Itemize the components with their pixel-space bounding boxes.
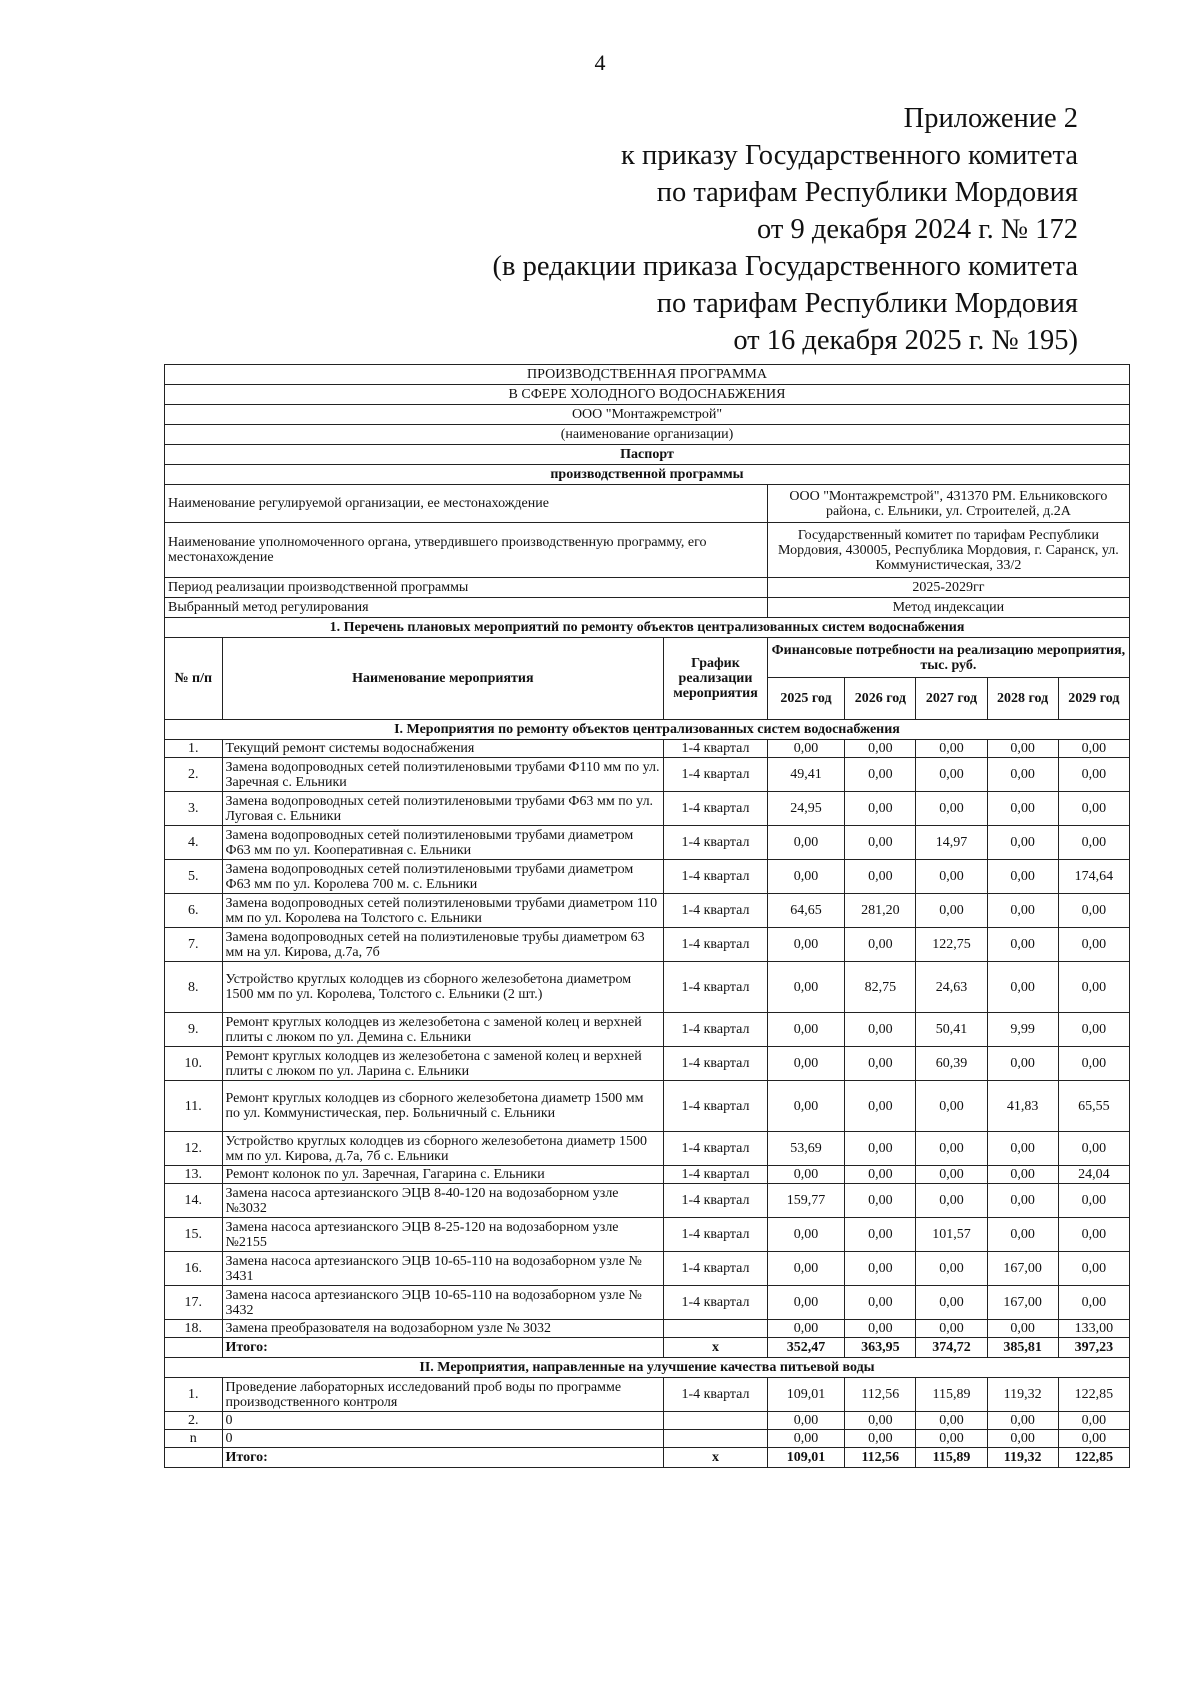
- amount-cell: 0,00: [845, 792, 916, 826]
- passport-subtitle: производственной программы: [165, 465, 1130, 485]
- amount-cell: 0,00: [767, 962, 844, 1013]
- table-row: [165, 1132, 1130, 1166]
- activity-name: Ремонт колонок по ул. Заречная, Гагарина с. Ельники: [222, 1166, 664, 1184]
- amount-cell: 0,00: [767, 1286, 844, 1320]
- activity-name: Замена насоса артезианского ЭЦВ 10-65-110 на водозаборном узле № 3432: [222, 1286, 664, 1320]
- amount-cell: 0,00: [987, 1166, 1058, 1184]
- amount-cell: 159,77: [767, 1184, 844, 1218]
- col-header-schedule: График реализации мероприятия: [664, 638, 768, 720]
- row-number: 18.: [165, 1320, 223, 1338]
- amount-cell: 0,00: [987, 928, 1058, 962]
- amount-cell: 0,00: [767, 1252, 844, 1286]
- col-header-year: 2025 год: [767, 678, 844, 720]
- amount-cell: 0,00: [987, 1218, 1058, 1252]
- amount-cell: 0,00: [987, 826, 1058, 860]
- amount-cell: 0,00: [1058, 758, 1129, 792]
- amount-cell: 82,75: [845, 962, 916, 1013]
- activity-name: Ремонт круглых колодцев из железобетона с заменой колец и верхней плиты с люком по ул. Демина с. Ельники: [222, 1013, 664, 1047]
- schedule-cell: 1-4 квартал: [664, 826, 768, 860]
- amount-cell: 0,00: [1058, 894, 1129, 928]
- activity-name: Замена водопроводных сетей полиэтиленовыми трубами диаметром Ф63 мм по ул. Королева 700 м. с. Ельники: [222, 860, 664, 894]
- amount-cell: 0,00: [845, 1184, 916, 1218]
- amount-cell: 0,00: [845, 826, 916, 860]
- table-row: [165, 1047, 1130, 1081]
- activity-name: Замена водопроводных сетей на полиэтиленовые трубы диаметром 63 мм на ул. Кирова, д.7а, 7б: [222, 928, 664, 962]
- schedule-cell: 1-4 квартал: [664, 1184, 768, 1218]
- total-label: Итого:: [222, 1338, 664, 1358]
- total-amount: 115,89: [916, 1448, 987, 1468]
- amount-cell: 0,00: [845, 1286, 916, 1320]
- header-line: по тарифам Республики Мордовия: [656, 177, 1078, 208]
- row-number: 13.: [165, 1166, 223, 1184]
- schedule-cell: [664, 1412, 768, 1430]
- group-title: I. Мероприятия по ремонту объектов централизованных систем водоснабжения: [165, 720, 1130, 740]
- row-number: 12.: [165, 1132, 223, 1166]
- total-amount: 109,01: [767, 1448, 844, 1468]
- order-header: [438, 100, 1078, 359]
- amount-cell: 0,00: [916, 1166, 987, 1184]
- amount-cell: 0,00: [767, 1320, 844, 1338]
- schedule-cell: 1-4 квартал: [664, 928, 768, 962]
- amount-cell: 133,00: [1058, 1320, 1129, 1338]
- row-number: 4.: [165, 826, 223, 860]
- amount-cell: 0,00: [845, 1412, 916, 1430]
- info-value: Государственный комитет по тарифам Республики Мордовия, 430005, Республика Мордовия, г. Саранск, ул. Коммунистическая, 33/2: [767, 523, 1129, 578]
- row-number: 8.: [165, 962, 223, 1013]
- total-schedule: x: [664, 1338, 768, 1358]
- activity-name: Ремонт круглых колодцев из сборного железобетона диаметр 1500 мм по ул. Коммунистическая, пер. Больничный с. Ельники: [222, 1081, 664, 1132]
- col-header-name: Наименование мероприятия: [222, 638, 664, 720]
- activity-name: Замена водопроводных сетей полиэтиленовыми трубами диаметром Ф63 мм по ул. Кооперативная с. Ельники: [222, 826, 664, 860]
- col-header-year: 2026 год: [845, 678, 916, 720]
- amount-cell: 115,89: [916, 1378, 987, 1412]
- schedule-cell: 1-4 квартал: [664, 758, 768, 792]
- amount-cell: 0,00: [845, 758, 916, 792]
- amount-cell: 0,00: [845, 860, 916, 894]
- amount-cell: 281,20: [845, 894, 916, 928]
- amount-cell: 0,00: [916, 758, 987, 792]
- amount-cell: 109,01: [767, 1378, 844, 1412]
- info-label: Выбранный метод регулирования: [165, 598, 768, 618]
- amount-cell: 64,65: [767, 894, 844, 928]
- amount-cell: 0,00: [845, 1430, 916, 1448]
- amount-cell: 0,00: [1058, 826, 1129, 860]
- table-row: [165, 1286, 1130, 1320]
- total-amount: 385,81: [987, 1338, 1058, 1358]
- amount-cell: 112,56: [845, 1378, 916, 1412]
- amount-cell: 0,00: [916, 1430, 987, 1448]
- row-number: 2.: [165, 758, 223, 792]
- amount-cell: 0,00: [916, 1320, 987, 1338]
- amount-cell: 0,00: [767, 1166, 844, 1184]
- amount-cell: 0,00: [987, 894, 1058, 928]
- info-label: Период реализации производственной программы: [165, 578, 768, 598]
- schedule-cell: 1-4 квартал: [664, 894, 768, 928]
- amount-cell: 0,00: [1058, 1412, 1129, 1430]
- table-row: [165, 758, 1130, 792]
- schedule-cell: 1-4 квартал: [664, 1166, 768, 1184]
- amount-cell: 0,00: [767, 740, 844, 758]
- amount-cell: 167,00: [987, 1286, 1058, 1320]
- table-row: [165, 1412, 1130, 1430]
- row-number: 11.: [165, 1081, 223, 1132]
- row-number: 10.: [165, 1047, 223, 1081]
- activity-name: Замена преобразователя на водозаборном узле № 3032: [222, 1320, 664, 1338]
- table-row: [165, 1378, 1130, 1412]
- amount-cell: 167,00: [987, 1252, 1058, 1286]
- amount-cell: 50,41: [916, 1013, 987, 1047]
- table-row: [165, 1320, 1130, 1338]
- row-number: 3.: [165, 792, 223, 826]
- activity-name: 0: [222, 1412, 664, 1430]
- row-number: n: [165, 1430, 223, 1448]
- amount-cell: 0,00: [916, 1184, 987, 1218]
- amount-cell: 0,00: [767, 1047, 844, 1081]
- table-row: [165, 740, 1130, 758]
- total-amount: 119,32: [987, 1448, 1058, 1468]
- amount-cell: 0,00: [916, 860, 987, 894]
- amount-cell: 0,00: [845, 1252, 916, 1286]
- amount-cell: 0,00: [1058, 1218, 1129, 1252]
- organization-caption: (наименование организации): [165, 425, 1130, 445]
- amount-cell: 65,55: [1058, 1081, 1129, 1132]
- amount-cell: 0,00: [987, 962, 1058, 1013]
- amount-cell: 0,00: [916, 1132, 987, 1166]
- activity-name: Замена насоса артезианского ЭЦВ 10-65-110 на водозаборном узле № 3431: [222, 1252, 664, 1286]
- col-header-year: 2027 год: [916, 678, 987, 720]
- amount-cell: 0,00: [916, 894, 987, 928]
- total-empty: [165, 1448, 223, 1468]
- schedule-cell: 1-4 квартал: [664, 792, 768, 826]
- row-number: 9.: [165, 1013, 223, 1047]
- activity-name: Устройство круглых колодцев из сборного железобетона диаметром 1500 мм по ул. Королева, Толстого с. Ельники (2 шт.): [222, 962, 664, 1013]
- amount-cell: 0,00: [845, 1013, 916, 1047]
- schedule-cell: 1-4 квартал: [664, 1081, 768, 1132]
- header-line: к приказу Государственного комитета: [621, 140, 1078, 171]
- col-header-num: № п/п: [165, 638, 223, 720]
- amount-cell: 53,69: [767, 1132, 844, 1166]
- amount-cell: 0,00: [987, 1412, 1058, 1430]
- organization-name: ООО "Монтажремстрой": [165, 405, 1130, 425]
- program-sphere: В СФЕРЕ ХОЛОДНОГО ВОДОСНАБЖЕНИЯ: [165, 385, 1130, 405]
- amount-cell: 0,00: [1058, 1013, 1129, 1047]
- row-number: 2.: [165, 1412, 223, 1430]
- program-title: ПРОИЗВОДСТВЕННАЯ ПРОГРАММА: [165, 365, 1130, 385]
- schedule-cell: 1-4 квартал: [664, 1252, 768, 1286]
- amount-cell: 174,64: [1058, 860, 1129, 894]
- amount-cell: 0,00: [1058, 1047, 1129, 1081]
- table-row: [165, 1218, 1130, 1252]
- info-value: ООО "Монтажремстрой", 431370 РМ. Ельниковского района, с. Ельники, ул. Строителей, д.2А: [767, 485, 1129, 523]
- row-number: 1.: [165, 740, 223, 758]
- row-number: 5.: [165, 860, 223, 894]
- amount-cell: 60,39: [916, 1047, 987, 1081]
- amount-cell: 0,00: [845, 928, 916, 962]
- table-row: [165, 894, 1130, 928]
- table-row: [165, 1013, 1130, 1047]
- schedule-cell: 1-4 квартал: [664, 962, 768, 1013]
- total-amount: 374,72: [916, 1338, 987, 1358]
- col-header-finance: Финансовые потребности на реализацию мероприятия, тыс. руб.: [767, 638, 1129, 678]
- table-row: [165, 1252, 1130, 1286]
- amount-cell: 24,63: [916, 962, 987, 1013]
- amount-cell: 0,00: [916, 1412, 987, 1430]
- activity-name: Ремонт круглых колодцев из железобетона с заменой колец и верхней плиты с люком по ул. Ларина с. Ельники: [222, 1047, 664, 1081]
- row-number: 15.: [165, 1218, 223, 1252]
- activity-name: Замена водопроводных сетей полиэтиленовыми трубами диаметром 110 мм по ул. Королева на Толстого с. Ельники: [222, 894, 664, 928]
- activity-name: Замена насоса артезианского ЭЦВ 8-40-120 на водозаборном узле №3032: [222, 1184, 664, 1218]
- table-row: [165, 1081, 1130, 1132]
- production-program-table: [164, 364, 1130, 1468]
- group-title: II. Мероприятия, направленные на улучшение качества питьевой воды: [165, 1358, 1130, 1378]
- header-line: от 16 декабря 2025 г. № 195): [733, 325, 1078, 356]
- col-header-year: 2029 год: [1058, 678, 1129, 720]
- amount-cell: 0,00: [845, 1320, 916, 1338]
- total-schedule: x: [664, 1448, 768, 1468]
- table-row: [165, 1166, 1130, 1184]
- table-row: [165, 826, 1130, 860]
- amount-cell: 0,00: [1058, 1430, 1129, 1448]
- activity-name: Устройство круглых колодцев из сборного железобетона диаметр 1500 мм по ул. Кирова, д.7а, 7б с. Ельники: [222, 1132, 664, 1166]
- amount-cell: 0,00: [767, 1013, 844, 1047]
- total-label: Итого:: [222, 1448, 664, 1468]
- header-line: по тарифам Республики Мордовия: [656, 288, 1078, 319]
- amount-cell: 101,57: [916, 1218, 987, 1252]
- amount-cell: 0,00: [916, 1081, 987, 1132]
- amount-cell: 0,00: [767, 1081, 844, 1132]
- amount-cell: 0,00: [987, 1184, 1058, 1218]
- schedule-cell: 1-4 квартал: [664, 1047, 768, 1081]
- amount-cell: 0,00: [845, 1218, 916, 1252]
- row-number: 14.: [165, 1184, 223, 1218]
- schedule-cell: 1-4 квартал: [664, 860, 768, 894]
- amount-cell: 0,00: [1058, 928, 1129, 962]
- total-row: [165, 1448, 1130, 1468]
- total-amount: 363,95: [845, 1338, 916, 1358]
- amount-cell: 0,00: [916, 792, 987, 826]
- amount-cell: 0,00: [1058, 1132, 1129, 1166]
- table-row: [165, 928, 1130, 962]
- activity-name: Проведение лабораторных исследований проб воды по программе производственного контроля: [222, 1378, 664, 1412]
- activity-name: Текущий ремонт системы водоснабжения: [222, 740, 664, 758]
- activity-name: Замена насоса артезианского ЭЦВ 8-25-120 на водозаборном узле №2155: [222, 1218, 664, 1252]
- total-amount: 112,56: [845, 1448, 916, 1468]
- schedule-cell: 1-4 квартал: [664, 740, 768, 758]
- amount-cell: 0,00: [1058, 792, 1129, 826]
- total-empty: [165, 1338, 223, 1358]
- schedule-cell: [664, 1430, 768, 1448]
- table-row: [165, 1184, 1130, 1218]
- header-line: от 9 декабря 2024 г. № 172: [757, 214, 1078, 245]
- amount-cell: 122,75: [916, 928, 987, 962]
- amount-cell: 0,00: [845, 1081, 916, 1132]
- amount-cell: 0,00: [987, 792, 1058, 826]
- amount-cell: 0,00: [1058, 962, 1129, 1013]
- activity-name: Замена водопроводных сетей полиэтиленовыми трубами Ф110 мм по ул. Заречная с. Ельники: [222, 758, 664, 792]
- amount-cell: 0,00: [987, 1430, 1058, 1448]
- table-row: [165, 860, 1130, 894]
- header-line: Приложение 2: [903, 103, 1078, 134]
- row-number: 7.: [165, 928, 223, 962]
- amount-cell: 0,00: [767, 826, 844, 860]
- schedule-cell: 1-4 квартал: [664, 1013, 768, 1047]
- total-amount: 397,23: [1058, 1338, 1129, 1358]
- amount-cell: 122,85: [1058, 1378, 1129, 1412]
- schedule-cell: 1-4 квартал: [664, 1286, 768, 1320]
- col-header-year: 2028 год: [987, 678, 1058, 720]
- amount-cell: 9,99: [987, 1013, 1058, 1047]
- amount-cell: 0,00: [1058, 740, 1129, 758]
- amount-cell: 0,00: [987, 860, 1058, 894]
- amount-cell: 0,00: [1058, 1184, 1129, 1218]
- activity-name: Замена водопроводных сетей полиэтиленовыми трубами Ф63 мм по ул. Луговая с. Ельники: [222, 792, 664, 826]
- table-row: [165, 962, 1130, 1013]
- amount-cell: 14,97: [916, 826, 987, 860]
- table-row: [165, 1430, 1130, 1448]
- passport-title: Паспорт: [165, 445, 1130, 465]
- amount-cell: 0,00: [916, 1286, 987, 1320]
- amount-cell: 24,95: [767, 792, 844, 826]
- amount-cell: 0,00: [767, 928, 844, 962]
- row-number: 17.: [165, 1286, 223, 1320]
- amount-cell: 0,00: [845, 1132, 916, 1166]
- amount-cell: 0,00: [987, 1132, 1058, 1166]
- amount-cell: 0,00: [845, 1166, 916, 1184]
- amount-cell: 0,00: [767, 1412, 844, 1430]
- amount-cell: 0,00: [916, 740, 987, 758]
- header-line: (в редакции приказа Государственного комитета: [492, 251, 1078, 282]
- amount-cell: 0,00: [767, 860, 844, 894]
- table-row: [165, 792, 1130, 826]
- schedule-cell: [664, 1320, 768, 1338]
- amount-cell: 41,83: [987, 1081, 1058, 1132]
- info-label: Наименование уполномоченного органа, утвердившего производственную программу, его местонахождение: [165, 523, 768, 578]
- amount-cell: 0,00: [767, 1218, 844, 1252]
- section1-title: 1. Перечень плановых мероприятий по ремонту объектов централизованных систем водоснабжения: [165, 618, 1130, 638]
- amount-cell: 24,04: [1058, 1166, 1129, 1184]
- amount-cell: 119,32: [987, 1378, 1058, 1412]
- amount-cell: 0,00: [987, 740, 1058, 758]
- total-row: [165, 1338, 1130, 1358]
- row-number: 16.: [165, 1252, 223, 1286]
- schedule-cell: 1-4 квартал: [664, 1132, 768, 1166]
- page-number: 4: [594, 50, 606, 75]
- row-number: 1.: [165, 1378, 223, 1412]
- info-value: Метод индексации: [767, 598, 1129, 618]
- total-amount: 352,47: [767, 1338, 844, 1358]
- total-amount: 122,85: [1058, 1448, 1129, 1468]
- amount-cell: 49,41: [767, 758, 844, 792]
- schedule-cell: 1-4 квартал: [664, 1218, 768, 1252]
- amount-cell: 0,00: [916, 1252, 987, 1286]
- amount-cell: 0,00: [1058, 1252, 1129, 1286]
- row-number: 6.: [165, 894, 223, 928]
- amount-cell: 0,00: [845, 1047, 916, 1081]
- amount-cell: 0,00: [987, 1320, 1058, 1338]
- amount-cell: 0,00: [987, 758, 1058, 792]
- info-value: 2025-2029гг: [767, 578, 1129, 598]
- info-label: Наименование регулируемой организации, ее местонахождение: [165, 485, 768, 523]
- schedule-cell: 1-4 квартал: [664, 1378, 768, 1412]
- amount-cell: 0,00: [1058, 1286, 1129, 1320]
- amount-cell: 0,00: [767, 1430, 844, 1448]
- amount-cell: 0,00: [987, 1047, 1058, 1081]
- activity-name: 0: [222, 1430, 664, 1448]
- amount-cell: 0,00: [845, 740, 916, 758]
